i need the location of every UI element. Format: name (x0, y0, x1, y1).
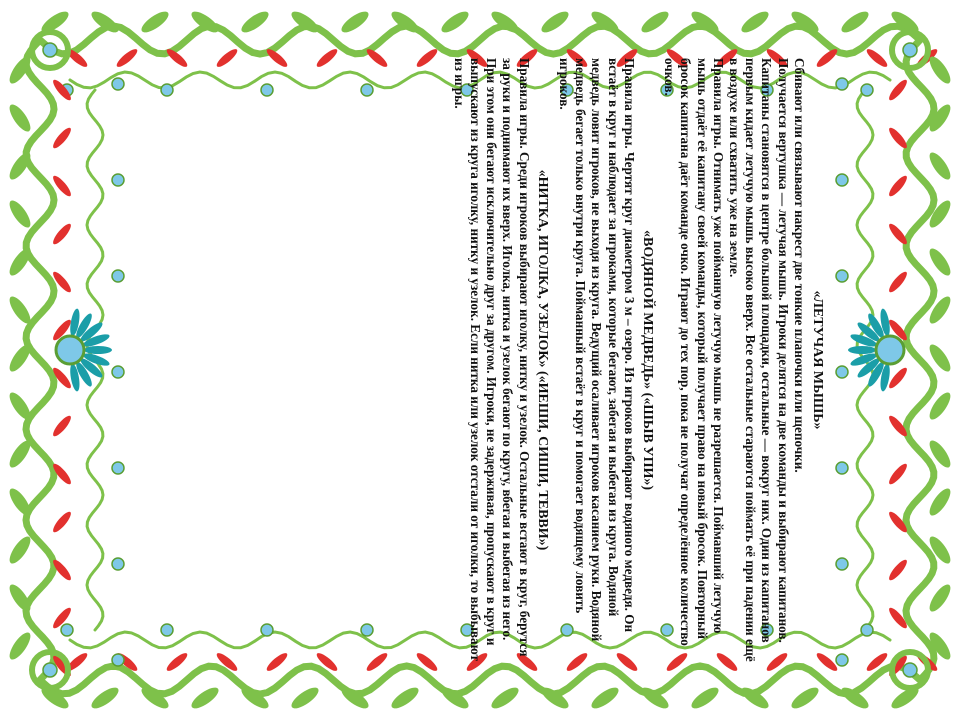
leaf (338, 8, 371, 36)
leaf (6, 629, 34, 662)
flower-center (876, 336, 904, 364)
rotated-document (135, 58, 825, 662)
paragraph: Правила игры. Среди игроков выбирают иголку, нитку и узелок. Остальные встают в круг, берутся за руки и поднимают их вверх. Иголка, нитка и узелок бегают по кругу, вбегая и выбегая из него. При этом они бегают исключительно друг за другом. Игроки, не задерживая, пропускают в круг и выпускают из круга иголку, нитку и узелок. Если нитка или узелок отстали от иголки, то выбывают из игры. (451, 58, 532, 661)
vine (906, 40, 934, 680)
leaf (738, 8, 771, 36)
leaf (6, 197, 34, 230)
paragraph: Получается вертушка — летучая мышь. Игроки делятся на две команды и выбирают капитанов. Капитаны становятся в центре большой площадки, остальные — вокруг них. Один из капитанов первым кидает летучую мышь высоко вверх. Все остальные стараются поймать её при падении ещё в воздухе или схватить уже на земле. (726, 58, 791, 662)
leaf (887, 269, 910, 294)
bud (836, 78, 848, 90)
leaf (538, 8, 571, 36)
leaf (864, 47, 889, 70)
leaf (138, 684, 171, 712)
bud (836, 558, 848, 570)
leaf (138, 8, 171, 36)
leaf (51, 413, 74, 438)
bud (112, 366, 124, 378)
paragraph: Правила игры. Отнимать уже пойманную летучую мышь не разрешается. Поймавший летучую мышь отдаёт её капитану своей команды, который получает право на новый бросок. Повторный бросок капитана даёт команде очко. Играют до тех пор, пока не получат определённое количество очков. (662, 58, 726, 646)
bud (836, 174, 848, 186)
flower-petal (84, 346, 112, 354)
text-panel (144, 48, 825, 672)
bud (112, 270, 124, 282)
leaf (438, 8, 471, 36)
bud (836, 654, 848, 666)
leaf (887, 221, 910, 246)
leaf (388, 684, 421, 712)
bud (112, 558, 124, 570)
leaf (788, 684, 821, 712)
paragraph: Правила игры. Чертят круг диаметром 3 м – озеро. Из игроков выбирают водяного медведя. Он встаёт в круг и наблюдает за игроками, которые бегают, забегая и выбегая из круга. Водяной медведь ловит игроков, не выходя из круга. Ведущий осаливает игроков касанием руки. Водяной медведь бегает только внутри круга. Пойманный встаёт в круг и помогает водящему ловить игроков. (556, 58, 637, 642)
bud (43, 43, 57, 57)
leaf (488, 684, 521, 712)
bud (861, 84, 873, 96)
bud (112, 462, 124, 474)
leaf (6, 293, 34, 326)
section-title: «ЛЕТУЧАЯ МЫШЬ» (810, 290, 825, 430)
leaf (288, 684, 321, 712)
leaf (887, 557, 910, 582)
bud (43, 663, 57, 677)
leaf (788, 8, 821, 36)
leaf (238, 684, 271, 712)
leaf (887, 461, 910, 486)
leaf (6, 101, 34, 134)
leaf (51, 221, 74, 246)
leaf (588, 684, 621, 712)
section-vodyanoy-medved (556, 58, 655, 662)
leaf (887, 173, 910, 198)
leaf (638, 8, 671, 36)
leaf (926, 149, 954, 182)
bud (861, 624, 873, 636)
leaf (51, 509, 74, 534)
leaf (238, 8, 271, 36)
leaf (838, 8, 871, 36)
flower-center (56, 336, 84, 364)
leaf (688, 8, 721, 36)
bud (112, 78, 124, 90)
leaf (6, 437, 34, 470)
leaf (688, 684, 721, 712)
bud (112, 654, 124, 666)
section-title: «ВОДЯНОЙ МЕДВЕДЬ» («ШЫВ УПИ») (639, 229, 655, 491)
leaf (88, 684, 121, 712)
leaf (6, 485, 34, 518)
leaf (51, 125, 74, 150)
bud (836, 270, 848, 282)
leaf (887, 125, 910, 150)
leaf (887, 365, 910, 390)
leaf (6, 341, 34, 374)
bud (836, 462, 848, 474)
leaf (6, 389, 34, 422)
paragraph: Сбивают или связывают накрест две тонкие планочки или щепочки. (791, 58, 807, 473)
flower-petal (848, 346, 876, 354)
bud (112, 174, 124, 186)
leaf (188, 684, 221, 712)
section-nitka-igolka (451, 58, 550, 662)
leaf (926, 245, 954, 278)
bud (836, 366, 848, 378)
section-title: «НИТКА, ИГОЛКА, УЗЕЛОК» («ИЕШИ, СИШИ, ТЕВВИ») (534, 169, 550, 551)
bud (61, 624, 73, 636)
leaf (6, 533, 34, 566)
bud (903, 663, 917, 677)
section-letuchaya-mysh (661, 58, 825, 662)
leaf (926, 53, 954, 86)
bud (903, 43, 917, 57)
vine (26, 40, 54, 680)
leaf (926, 581, 954, 614)
